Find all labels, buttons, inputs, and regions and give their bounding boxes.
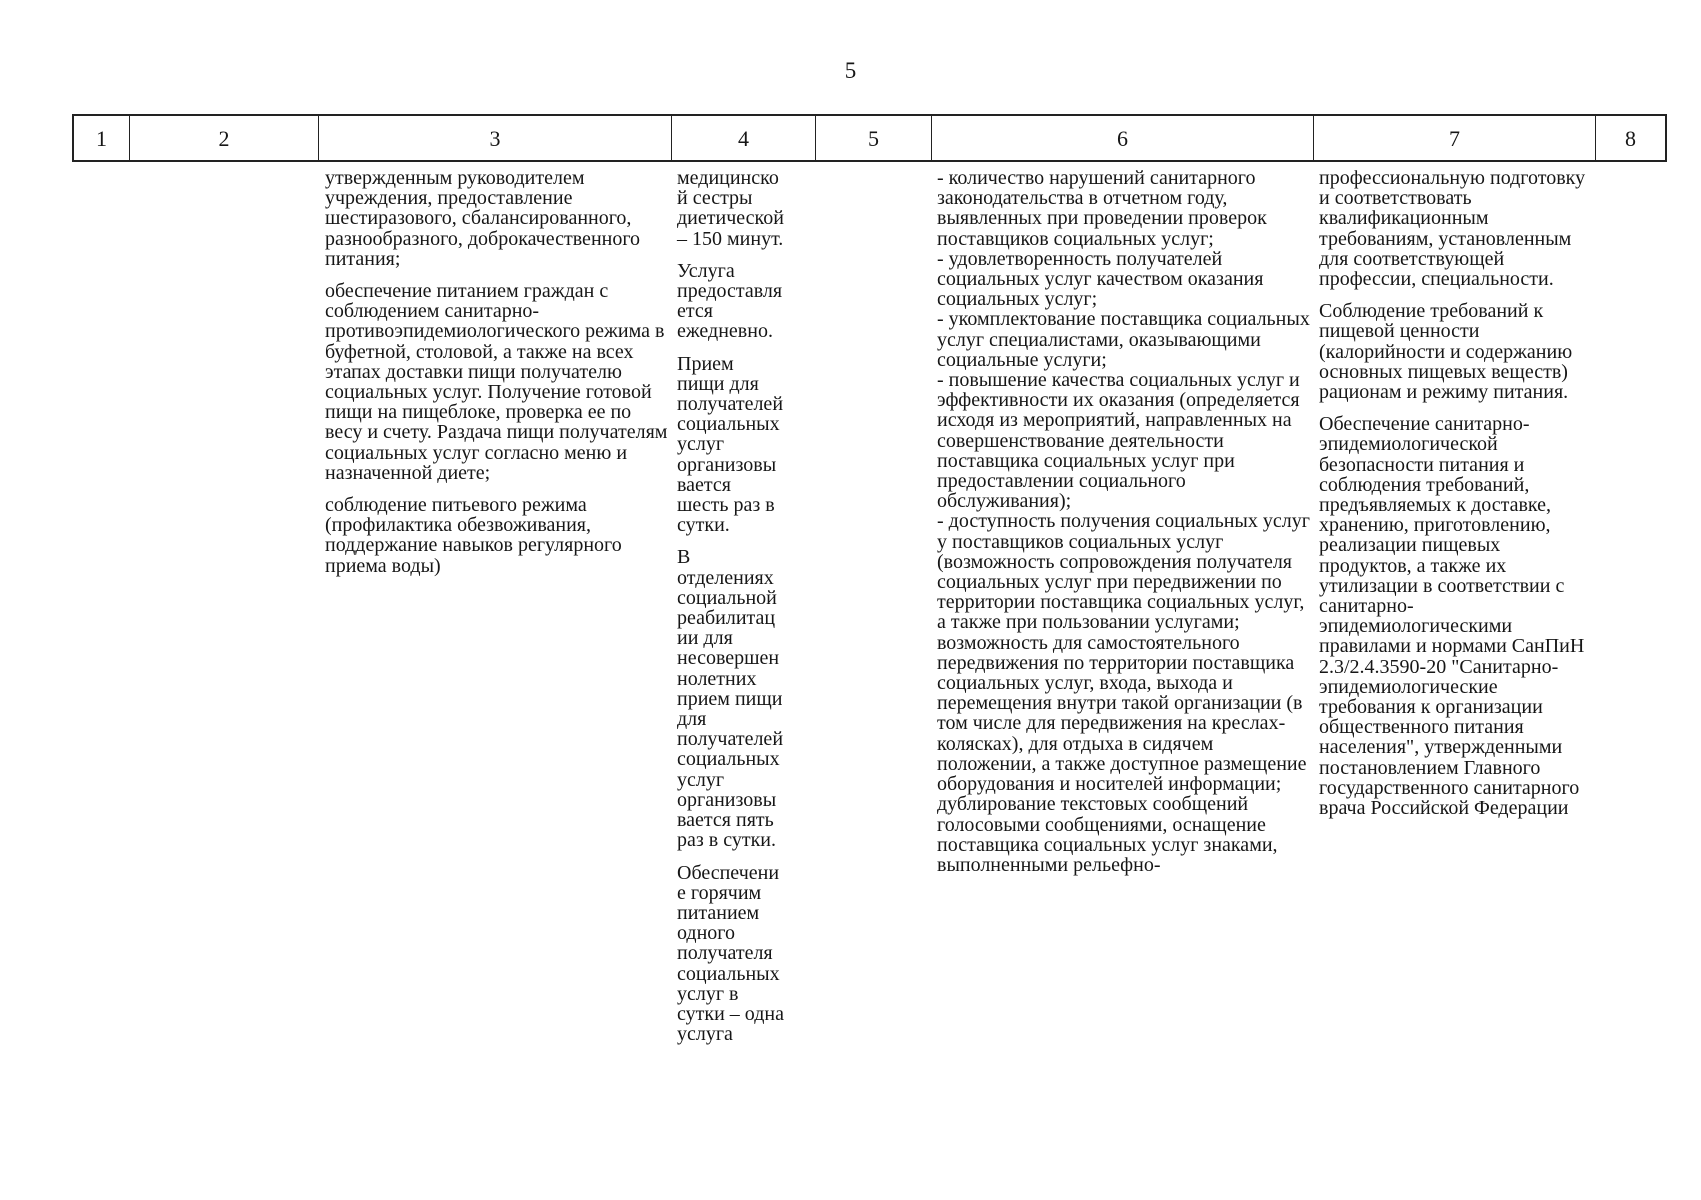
text-line: отделениях xyxy=(677,566,774,589)
header-cell-8: 8 xyxy=(1625,125,1636,151)
text-line: социальной xyxy=(677,586,777,609)
col3-paragraph: обеспечение питанием граждан с соблюдением санитарно-противоэпидемиологического режима в буфетной, столовой, а также на всех этапах доставки пищи получателю социальных услуг. Получение готовой пищи на пищеблоке, проверка ее по весу и счету. Раздача пищи получателям социальных услуг согласно меню и назначенной диете; xyxy=(325,280,668,484)
col4-paragraph xyxy=(677,863,813,1045)
text-line: для xyxy=(677,708,707,731)
header-cell-5: 5 xyxy=(868,125,879,151)
text-line: питанием xyxy=(677,901,760,924)
col7-paragraph: Обеспечение санитарно-эпидемиологической безопасности питания и соблюдения требований, предъявляемых к доставке, хранению, приготовлению, реализации пищевых продуктов, а также их утилизации в соответствии с санитарно-эпидемиологическими правилами и нормами СанПиН 2.3/2.4.3590-20 "Санитарно-эпидемиологические требования к организации общественного питания населения", утвержденными постановлением Главного государственного санитарного врача Российской Федерации xyxy=(1319,413,1585,820)
header-cell-1: 1 xyxy=(96,125,107,151)
text-line: вается пять xyxy=(677,809,774,832)
text-line: несовершен xyxy=(677,647,780,670)
text-line: реабилитац xyxy=(677,607,776,630)
header-cell-2: 2 xyxy=(218,125,230,151)
text-line: организовы xyxy=(677,453,777,476)
text-line: Услуга xyxy=(677,259,735,282)
text-line: шесть раз в xyxy=(677,494,775,517)
text-line: е горячим xyxy=(677,881,762,904)
text-line: прием пищи xyxy=(677,687,783,710)
header-cell-3: 3 xyxy=(489,125,501,151)
column-divider xyxy=(1665,114,1667,162)
text-line: раз в сутки. xyxy=(677,829,776,852)
text-line: социальных xyxy=(677,413,780,436)
text-line: получателей xyxy=(677,393,784,416)
text-line: Обеспечени xyxy=(677,861,780,884)
text-line: ии для xyxy=(677,627,733,650)
text-line: вается xyxy=(677,473,731,496)
header-cell-4: 4 xyxy=(738,125,749,151)
col4-paragraph xyxy=(677,354,813,536)
text-line: нолетних xyxy=(677,667,757,690)
column-6-content xyxy=(937,168,1310,875)
header-cell-6: 6 xyxy=(1117,125,1128,151)
col7-paragraph: профессиональную подготовку и соответствовать квалификационным требованиям, установленным для соответствующей профессии, специальности. xyxy=(1319,167,1586,291)
text-line: ется xyxy=(677,300,713,323)
text-line: сутки. xyxy=(677,514,730,537)
col6-text: - количество нарушений санитарного законодательства в отчетном году, выявленных при проведении проверок поставщиков социальных услуг; - удовлетворенность получателей социальных услуг качеством оказания социальных услуг; - укомплектование поставщика социальных услуг специалистами, оказывающими социальные услуги; - повышение качества социальных услуг и эффективности их оказания (определяется исходя из мероприятий, направленных на совершенствование деятельности поставщика социальных услуг при предоставлении социального обслуживания); - доступность получения социальных услуг у поставщиков социальных услуг (возможность сопровождения получателя социальных услуг при передвижении по территории поставщика социальных услуг, а также при пользовании услугами; возможность для самостоятельного передвижения по территории поставщика социальных услуг, входа, выхода и перемещения внутри такой организации (в том числе для передвижения на креслах-колясках), для отдыха в сидячем положении, а также доступное размещение оборудования и носителей информации; дублирование текстовых сообщений голосовыми сообщениями, оснащение поставщика социальных услуг знаками, выполненными рельефно- xyxy=(937,167,1310,876)
column-4-content xyxy=(677,168,813,1044)
col4-paragraph xyxy=(677,547,813,850)
col3-paragraph: соблюдение питьевого режима (профилактика обезвоживания, поддержание навыков регулярного приема воды) xyxy=(325,494,622,577)
text-line: й сестры xyxy=(677,187,753,210)
text-line: социальных xyxy=(677,962,780,985)
text-line: – 150 минут. xyxy=(677,227,784,250)
text-line: пищи для xyxy=(677,372,759,395)
text-line: медицинско xyxy=(677,167,779,189)
text-line: ежедневно. xyxy=(677,320,773,343)
text-line: услуг в xyxy=(677,982,739,1005)
text-line: организовы xyxy=(677,788,777,811)
text-line: получателей xyxy=(677,728,784,751)
text-line: услуг xyxy=(677,433,725,456)
col3-paragraph: утвержденным руководителем учреждения, предоставление шестиразового, сбалансированного, разнообразного, доброкачественного питания; xyxy=(325,167,641,270)
column-7-content xyxy=(1319,168,1594,830)
text-line: сутки – одна xyxy=(677,1002,784,1025)
text-line: получателя xyxy=(677,942,773,965)
col4-paragraph xyxy=(677,261,813,342)
page-number: 5 xyxy=(844,58,857,83)
text-line: Прием xyxy=(677,352,734,375)
text-line: социальных xyxy=(677,748,780,771)
col4-paragraph xyxy=(677,168,813,249)
text-line: предоставля xyxy=(677,280,783,303)
text-line: В xyxy=(677,546,691,569)
col7-paragraph: Соблюдение требований к пищевой ценности (калорийности и содержанию основных пищевых веществ) рационам и режиму питания. xyxy=(1319,300,1573,404)
text-line: диетической xyxy=(677,207,784,230)
header-cell-7: 7 xyxy=(1449,125,1460,151)
column-3-content xyxy=(325,168,670,588)
text-line: услуг xyxy=(677,768,725,791)
text-line: услуга xyxy=(677,1023,733,1046)
text-line: одного xyxy=(677,922,736,945)
